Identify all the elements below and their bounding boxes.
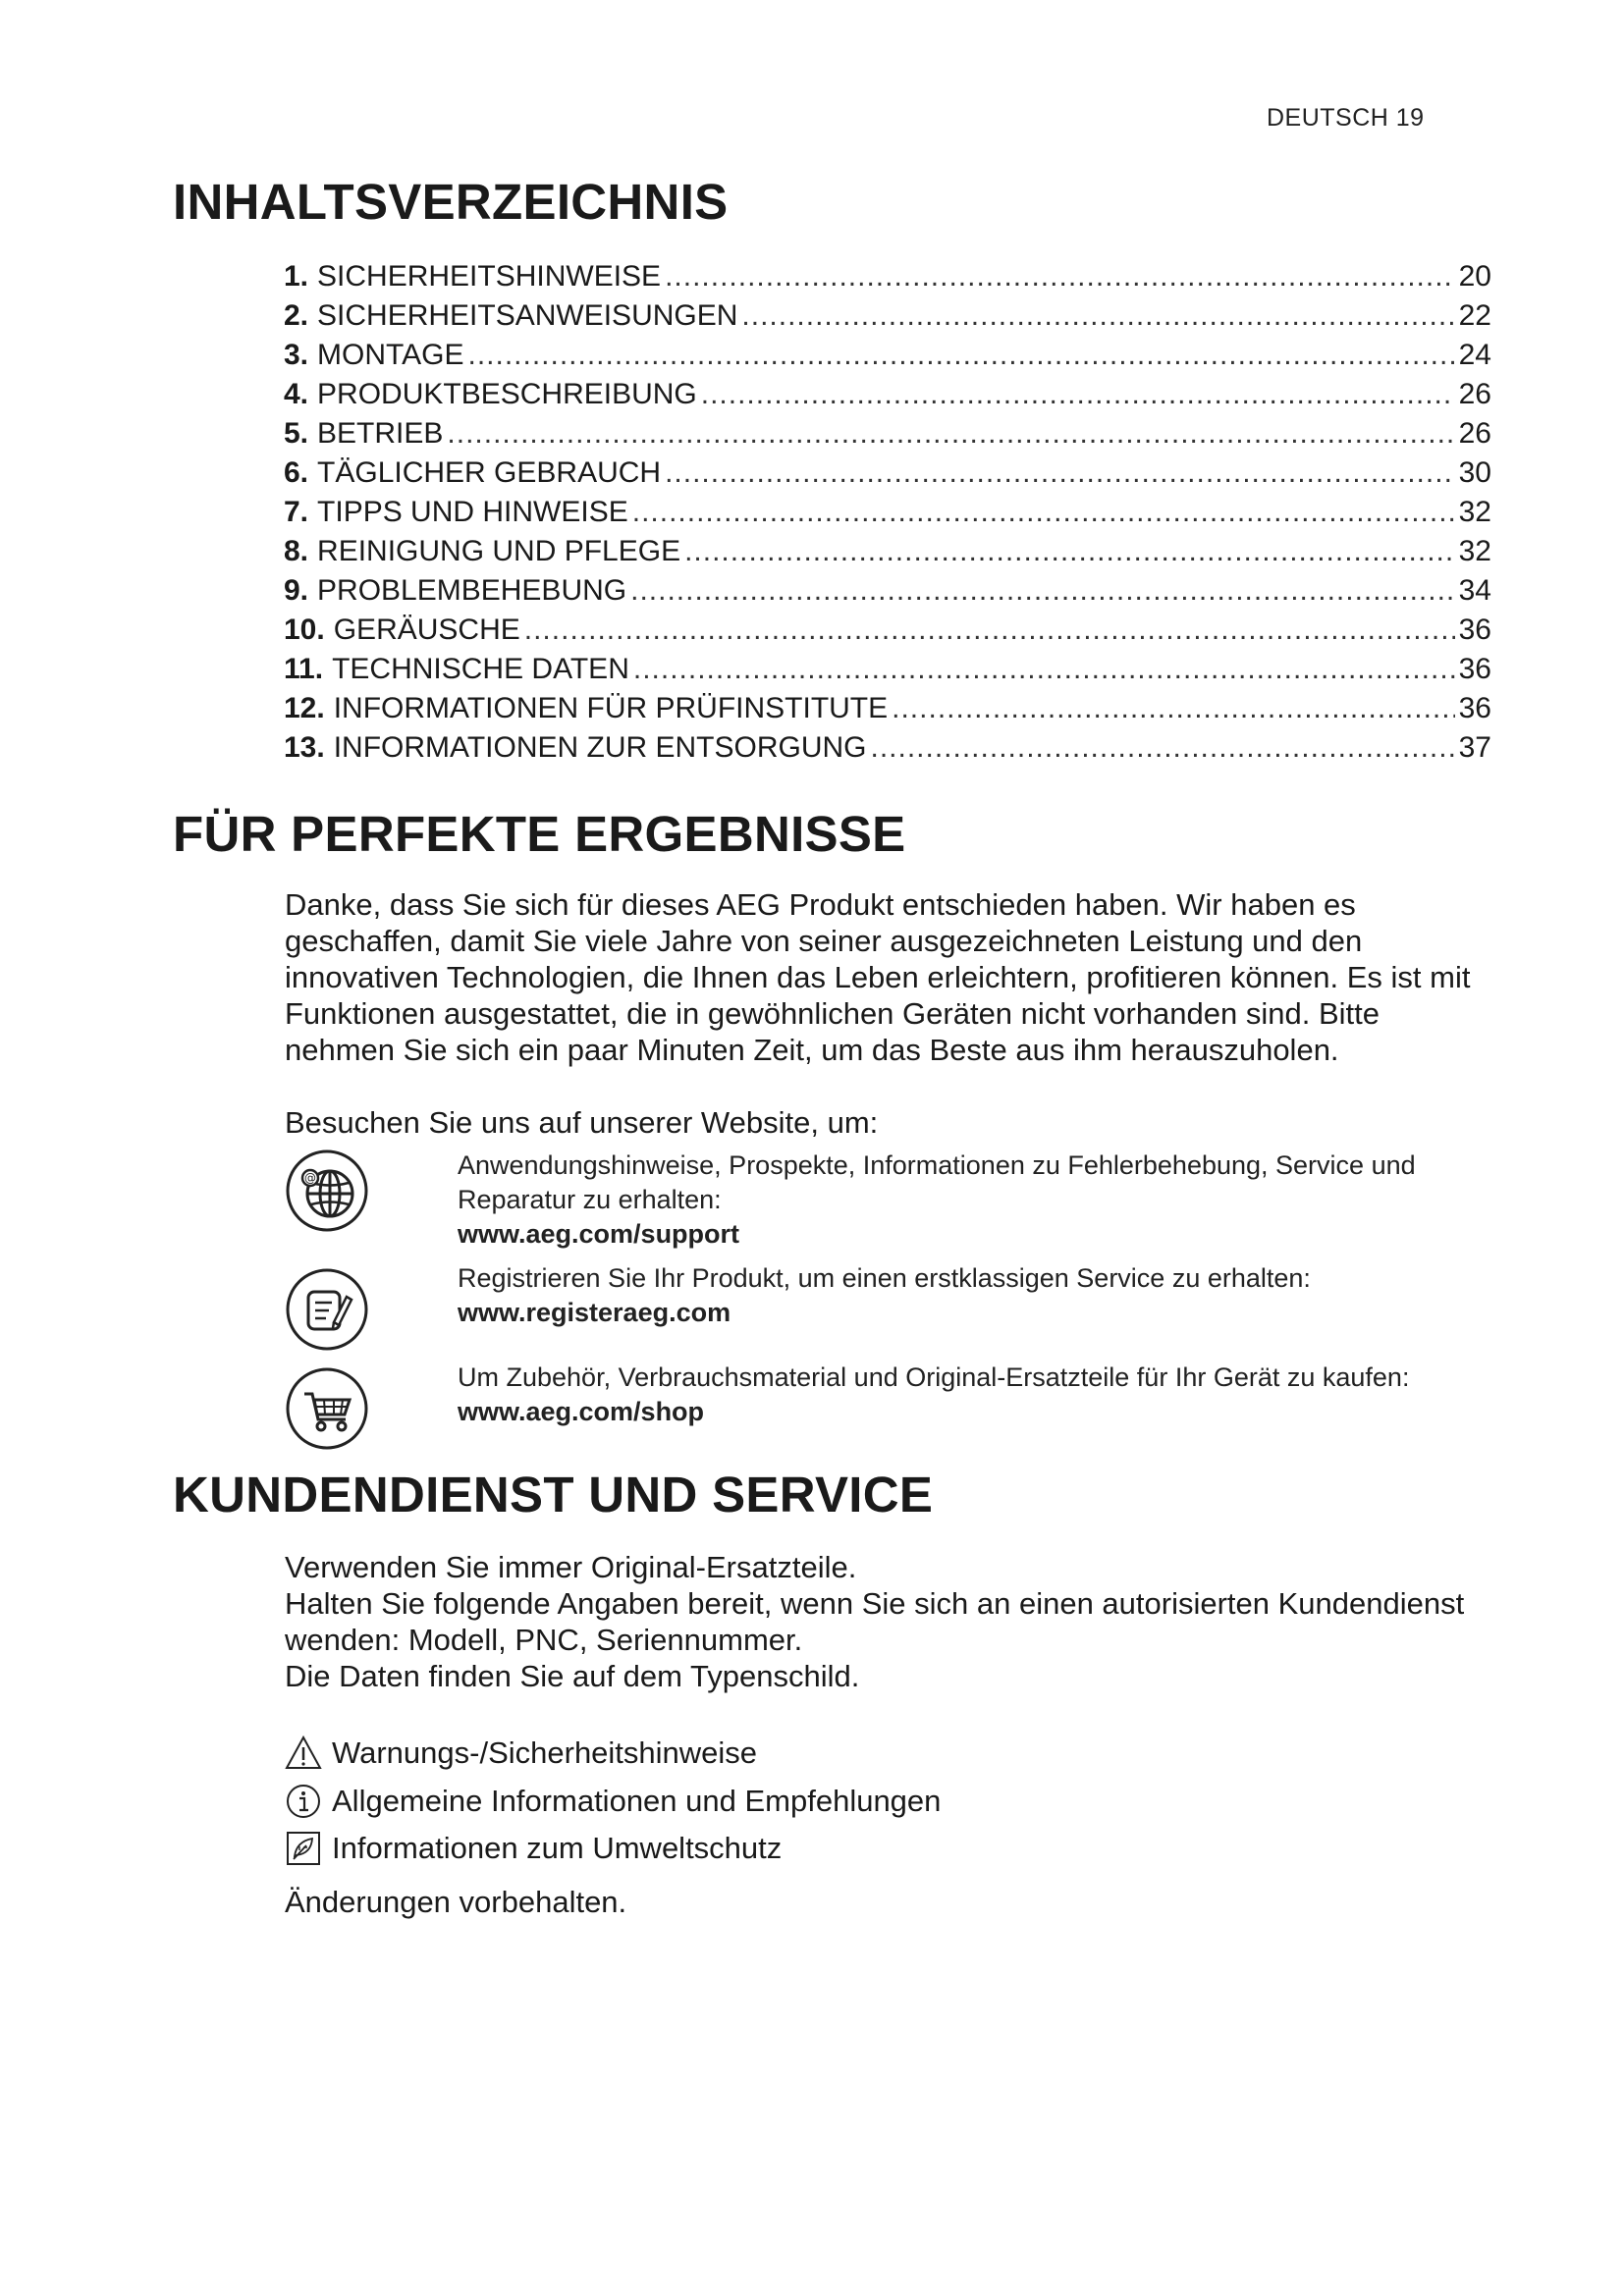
toc-item-page: 36	[1458, 692, 1491, 724]
toc-leader-dots	[665, 454, 1455, 493]
toc-item-number: 12.	[284, 692, 325, 724]
legend-label: Allgemeine Informationen und Empfehlungen	[332, 1784, 942, 1818]
toc-item-label: MONTAGE	[317, 339, 464, 371]
shop-link-text	[458, 1361, 1479, 1429]
legend-row-warning	[285, 1734, 757, 1773]
shop-link-url[interactable]: www.aeg.com/shop	[458, 1397, 705, 1426]
toc-item-number: 7.	[284, 496, 309, 528]
toc-item-label: TECHNISCHE DATEN	[332, 653, 629, 685]
toc-item[interactable]	[284, 571, 1491, 611]
toc-item-label: SICHERHEITSHINWEISE	[317, 260, 662, 293]
toc-item[interactable]	[284, 414, 1491, 454]
toc-leader-dots	[524, 611, 1455, 650]
page-header-label: DEUTSCH 19	[1267, 104, 1425, 132]
support-link-url[interactable]: www.aeg.com/support	[458, 1219, 740, 1249]
toc-leader-dots	[447, 414, 1454, 454]
toc-item[interactable]	[284, 532, 1491, 571]
toc-item-page: 36	[1458, 614, 1491, 646]
table-of-contents	[284, 257, 1491, 768]
toc-leader-dots	[630, 571, 1455, 611]
svg-text:@: @	[304, 1171, 316, 1185]
globe-icon	[285, 1148, 369, 1233]
toc-leader-dots	[633, 650, 1455, 689]
toc-leader-dots	[665, 257, 1455, 296]
toc-item-page: 26	[1458, 417, 1491, 450]
toc-item-number: 5.	[284, 417, 309, 450]
toc-item[interactable]	[284, 689, 1491, 728]
toc-item-number: 9.	[284, 574, 309, 607]
legend-row-info	[285, 1782, 941, 1821]
toc-item-number: 2.	[284, 299, 309, 332]
environment-icon	[285, 1830, 322, 1867]
toc-item-page: 36	[1458, 653, 1491, 685]
register-link-block	[285, 1261, 1492, 1356]
service-line: Die Daten finden Sie auf dem Typenschild.	[285, 1659, 860, 1693]
toc-leader-dots	[741, 296, 1454, 336]
toc-item-number: 6.	[284, 456, 309, 489]
service-line: Verwenden Sie immer Original-Ersatzteile.	[285, 1550, 857, 1584]
toc-item-number: 8.	[284, 535, 309, 567]
section-title-customer-service: KUNDENDIENST UND SERVICE	[173, 1467, 934, 1522]
changes-reserved-note: Änderungen vorbehalten.	[285, 1885, 627, 1919]
toc-item-page: 37	[1458, 731, 1491, 764]
toc-title: INHALTSVERZEICHNIS	[173, 174, 729, 230]
toc-item[interactable]	[284, 375, 1491, 414]
toc-item-label: TIPPS UND HINWEISE	[317, 496, 628, 528]
warning-icon	[285, 1735, 322, 1772]
toc-item-number: 13.	[284, 731, 325, 764]
support-link-description: Anwendungshinweise, Prospekte, Informationen zu Fehlerbehebung, Service und Reparatur zu erhalten:	[458, 1150, 1416, 1214]
toc-item-page: 30	[1458, 456, 1491, 489]
toc-item[interactable]	[284, 454, 1491, 493]
toc-item-page: 20	[1458, 260, 1491, 293]
toc-item-label: PROBLEMBEHEBUNG	[317, 574, 627, 607]
toc-item-label: REINIGUNG UND PFLEGE	[317, 535, 681, 567]
toc-item-number: 1.	[284, 260, 309, 293]
toc-item-number: 3.	[284, 339, 309, 371]
register-link-text	[458, 1261, 1479, 1330]
section-title-perfect-results: FÜR PERFEKTE ERGEBNISSE	[173, 806, 906, 862]
toc-item[interactable]	[284, 611, 1491, 650]
toc-item-label: BETRIEB	[317, 417, 444, 450]
toc-leader-dots	[684, 532, 1455, 571]
service-line: Halten Sie folgende Angaben bereit, wenn Sie sich an einen autorisierten Kundendienst wenden: Modell, PNC, Seriennummer.	[285, 1586, 1465, 1657]
toc-leader-dots	[871, 728, 1455, 768]
toc-item-label: GERÄUSCHE	[333, 614, 520, 646]
support-link-text	[458, 1148, 1479, 1252]
info-icon	[285, 1783, 322, 1820]
support-link-block	[285, 1148, 1492, 1249]
legend-label: Warnungs-/Sicherheitshinweise	[332, 1735, 758, 1770]
shopping-cart-icon	[285, 1366, 369, 1451]
toc-item[interactable]	[284, 650, 1491, 689]
toc-leader-dots	[632, 493, 1455, 532]
toc-leader-dots	[892, 689, 1454, 728]
register-link-url[interactable]: www.registeraeg.com	[458, 1298, 731, 1327]
intro-paragraph: Danke, dass Sie sich für dieses AEG Produkt entschieden haben. Wir haben es geschaffen, damit Sie viele Jahre von seiner ausgezeichneten Leistung und den innovativen Technologien, die Ihnen das Leben erleichtern, profitieren können. Es ist mit Funktionen ausgestattet, die in gewöhnlichen Geräten nicht vorhanden sind. Bitte nehmen Sie sich ein paar Minuten Zeit, um das Beste aus ihm herauszuholen.	[285, 887, 1471, 1067]
toc-leader-dots	[467, 336, 1454, 375]
toc-item-page: 34	[1458, 574, 1491, 607]
toc-item-label: PRODUKTBESCHREIBUNG	[317, 378, 697, 410]
toc-item[interactable]	[284, 257, 1491, 296]
toc-item-page: 32	[1458, 535, 1491, 567]
toc-item[interactable]	[284, 728, 1491, 768]
toc-item-page: 24	[1458, 339, 1491, 371]
toc-item-number: 11.	[284, 653, 324, 685]
toc-item-number: 4.	[284, 378, 309, 410]
toc-item-page: 26	[1458, 378, 1491, 410]
legend-label: Informationen zum Umweltschutz	[332, 1831, 783, 1865]
toc-leader-dots	[701, 375, 1455, 414]
toc-item-page: 32	[1458, 496, 1491, 528]
toc-item-label: TÄGLICHER GEBRAUCH	[317, 456, 662, 489]
shop-link-description: Um Zubehör, Verbrauchsmaterial und Original-Ersatzteile für Ihr Gerät zu kaufen:	[458, 1362, 1410, 1392]
service-paragraph	[285, 1549, 1483, 1694]
toc-item-number: 10.	[284, 614, 325, 646]
toc-item-label: INFORMATIONEN FÜR PRÜFINSTITUTE	[333, 692, 889, 724]
toc-item-page: 22	[1458, 299, 1491, 332]
toc-item[interactable]	[284, 296, 1491, 336]
toc-item-label: INFORMATIONEN ZUR ENTSORGUNG	[333, 731, 867, 764]
register-icon	[285, 1267, 369, 1352]
shop-link-block	[285, 1361, 1492, 1468]
toc-item-label: SICHERHEITSANWEISUNGEN	[317, 299, 738, 332]
register-link-description: Registrieren Sie Ihr Produkt, um einen erstklassigen Service zu erhalten:	[458, 1263, 1311, 1293]
toc-item[interactable]	[284, 493, 1491, 532]
legend-row-environment	[285, 1829, 782, 1868]
visit-paragraph: Besuchen Sie uns auf unserer Website, um:	[285, 1105, 879, 1140]
toc-item[interactable]	[284, 336, 1491, 375]
